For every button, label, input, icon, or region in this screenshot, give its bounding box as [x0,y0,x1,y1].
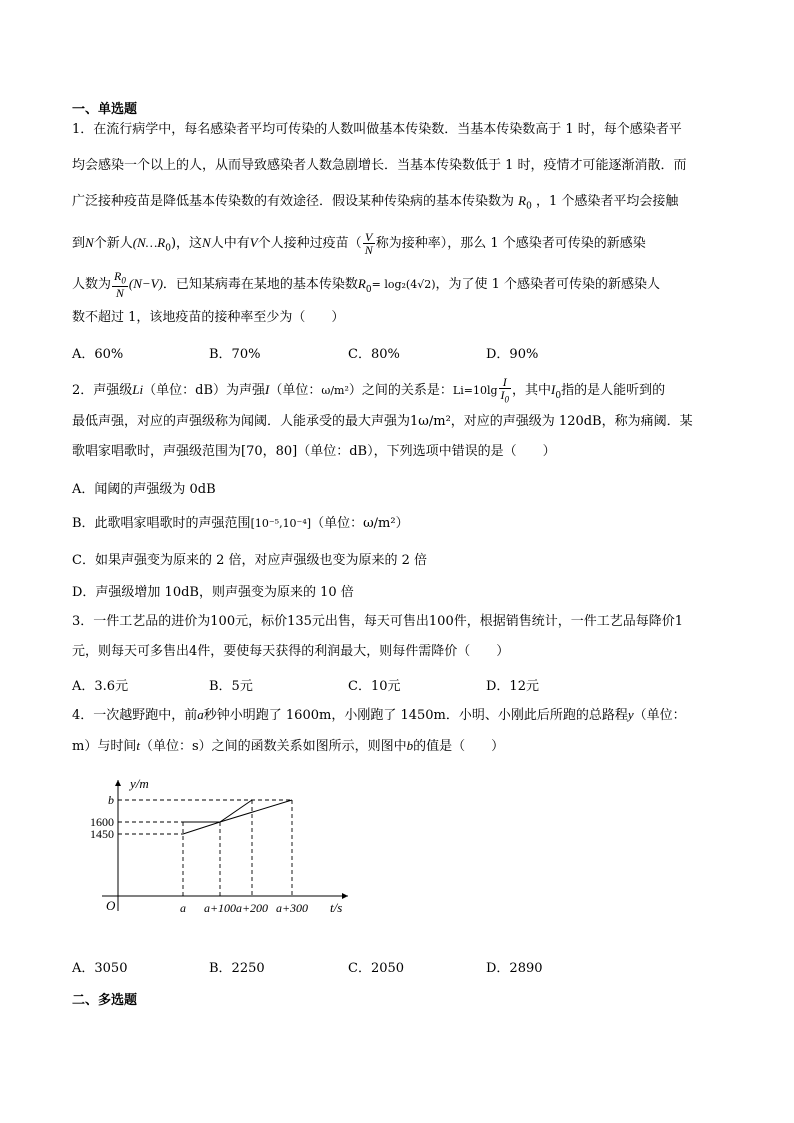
y-tick-label: 1600 [90,815,114,829]
x-tick-label: a+300 [275,901,309,915]
q1-option-a[interactable]: A．60% [72,347,124,362]
q4-option-c[interactable]: C．2050 [348,961,405,976]
fraction-i-over-i0: $\frac{I}{I_0}$ [500,375,510,405]
q3-option-d[interactable]: D．12元 [486,679,539,694]
q1-option-c[interactable]: C．80% [348,347,400,362]
q3-line-1: 3．一件工艺品的进价为100元，标价135元出售，每天可售出100件，根据销售统计，一件工艺品每降价1 [72,614,683,629]
origin-label: O [106,898,116,913]
fraction-v-over-n: $\frac{V}{N}$ [364,230,373,257]
section-heading-multi: 二、多选题 [72,993,138,1008]
q3-option-b[interactable]: B．5元 [209,679,253,694]
y-tick-label: b [108,793,114,807]
q1-line-1: 1．在流行病学中，每名感染者平均可传染的人数叫做基本传染数．当基本传染数高于 1 时，每个感染者平 [72,122,682,137]
q2-option-c[interactable]: C．如果声强变为原来的 2 倍，对应声强级也变为原来的 2 倍 [72,553,428,568]
series-line-2 [183,800,252,822]
x-tick-label: a [180,901,186,915]
q1-line-6: 数不超过 1，该地疫苗的接种率至少为（ ） [72,310,345,325]
q3-option-c[interactable]: C．10元 [348,679,401,694]
q4-line-1: 4．一次越野跑中，前a秒钟小明跑了 1600m，小刚跑了 1450m．小明、小刚此后所跑的总路程y（单位： [72,707,686,723]
distance-time-graph [72,766,372,926]
q2-option-a[interactable]: A．闻阈的声强级为 0dB [72,482,216,497]
q2-line-1: 2．声强级Li（单位：dB）为声强I（单位：ω/m²）之间的关系是：Li=10lg $\frac{I}{I_0}$ ，其中$I_0$指的是人能听到的 [72,375,666,405]
series-line-1 [183,800,292,834]
q2-line-3: 歌唱家唱歌时，声强级范围为[70，80]（单位：dB），下列选项中错误的是（ ） [72,444,556,459]
q1-line-3: 广泛接种疫苗是降低基本传染数的有效途径．假设某种传染病的基本传染数为 $R_0$ ，1 个感染者平均会接触 [72,193,679,212]
q1-line-4: 到N个新人$(N\dots R_0)$，这N人中有V个人接种过疫苗（ $\frac{V}{N}$ 称为接种率），那么 1 个感染者可传染的新感染 [72,230,646,257]
q1-line-2: 均会感染一个以上的人，从而导致感染者人数急剧增长．当基本传染数低于 1 时，疫情才可能逐渐消散．而 [72,158,687,173]
y-axis-label: y/m [130,776,149,791]
q2-option-d[interactable]: D．声强级增加 10dB，则声强变为原来的 10 倍 [72,585,354,600]
q4-option-a[interactable]: A．3050 [72,961,128,976]
q2-option-b[interactable]: B．此歌唱家唱歌时的声强范围[10⁻⁵,10⁻⁴]（单位：ω/m²） [72,516,409,531]
q1-line-5: 人数为 $\frac{R_0}{N}$ (N−V)．已知某病毒在某地的基本传染数$R_0= \log_2(4√2)$，为了使 1 个感染者可传染的新感染人 [72,269,661,301]
x-tick-label: a+200 [235,901,269,915]
q2-line-2: 最低声强，对应的声强级称为闻阈．人能承受的最大声强为1ω/m²，对应的声强级为 120dB，称为痛阈．某 [72,414,693,429]
q3-option-a[interactable]: A．3.6元 [72,679,129,694]
q3-line-2: 元，则每天可多售出4件，要使每天获得的利润最大，则每件需降价（ ） [72,644,510,659]
q4-line-2: m）与时间t（单位：s）之间的函数关系如图所示，则图中b的值是（ ） [72,738,505,754]
section-heading-single: 一、单选题 [72,102,138,117]
x-tick-label: a+100 [203,901,237,915]
q4-option-d[interactable]: D．2890 [486,961,543,976]
y-tick-label: 1450 [90,827,114,841]
fraction-r0-over-n: $\frac{R_0}{N}$ [114,269,126,301]
q1-option-b[interactable]: B．70% [209,347,261,362]
q1-option-d[interactable]: D．90% [486,347,539,362]
x-axis-label: t/s [330,900,343,915]
q4-option-b[interactable]: B．2250 [209,961,265,976]
